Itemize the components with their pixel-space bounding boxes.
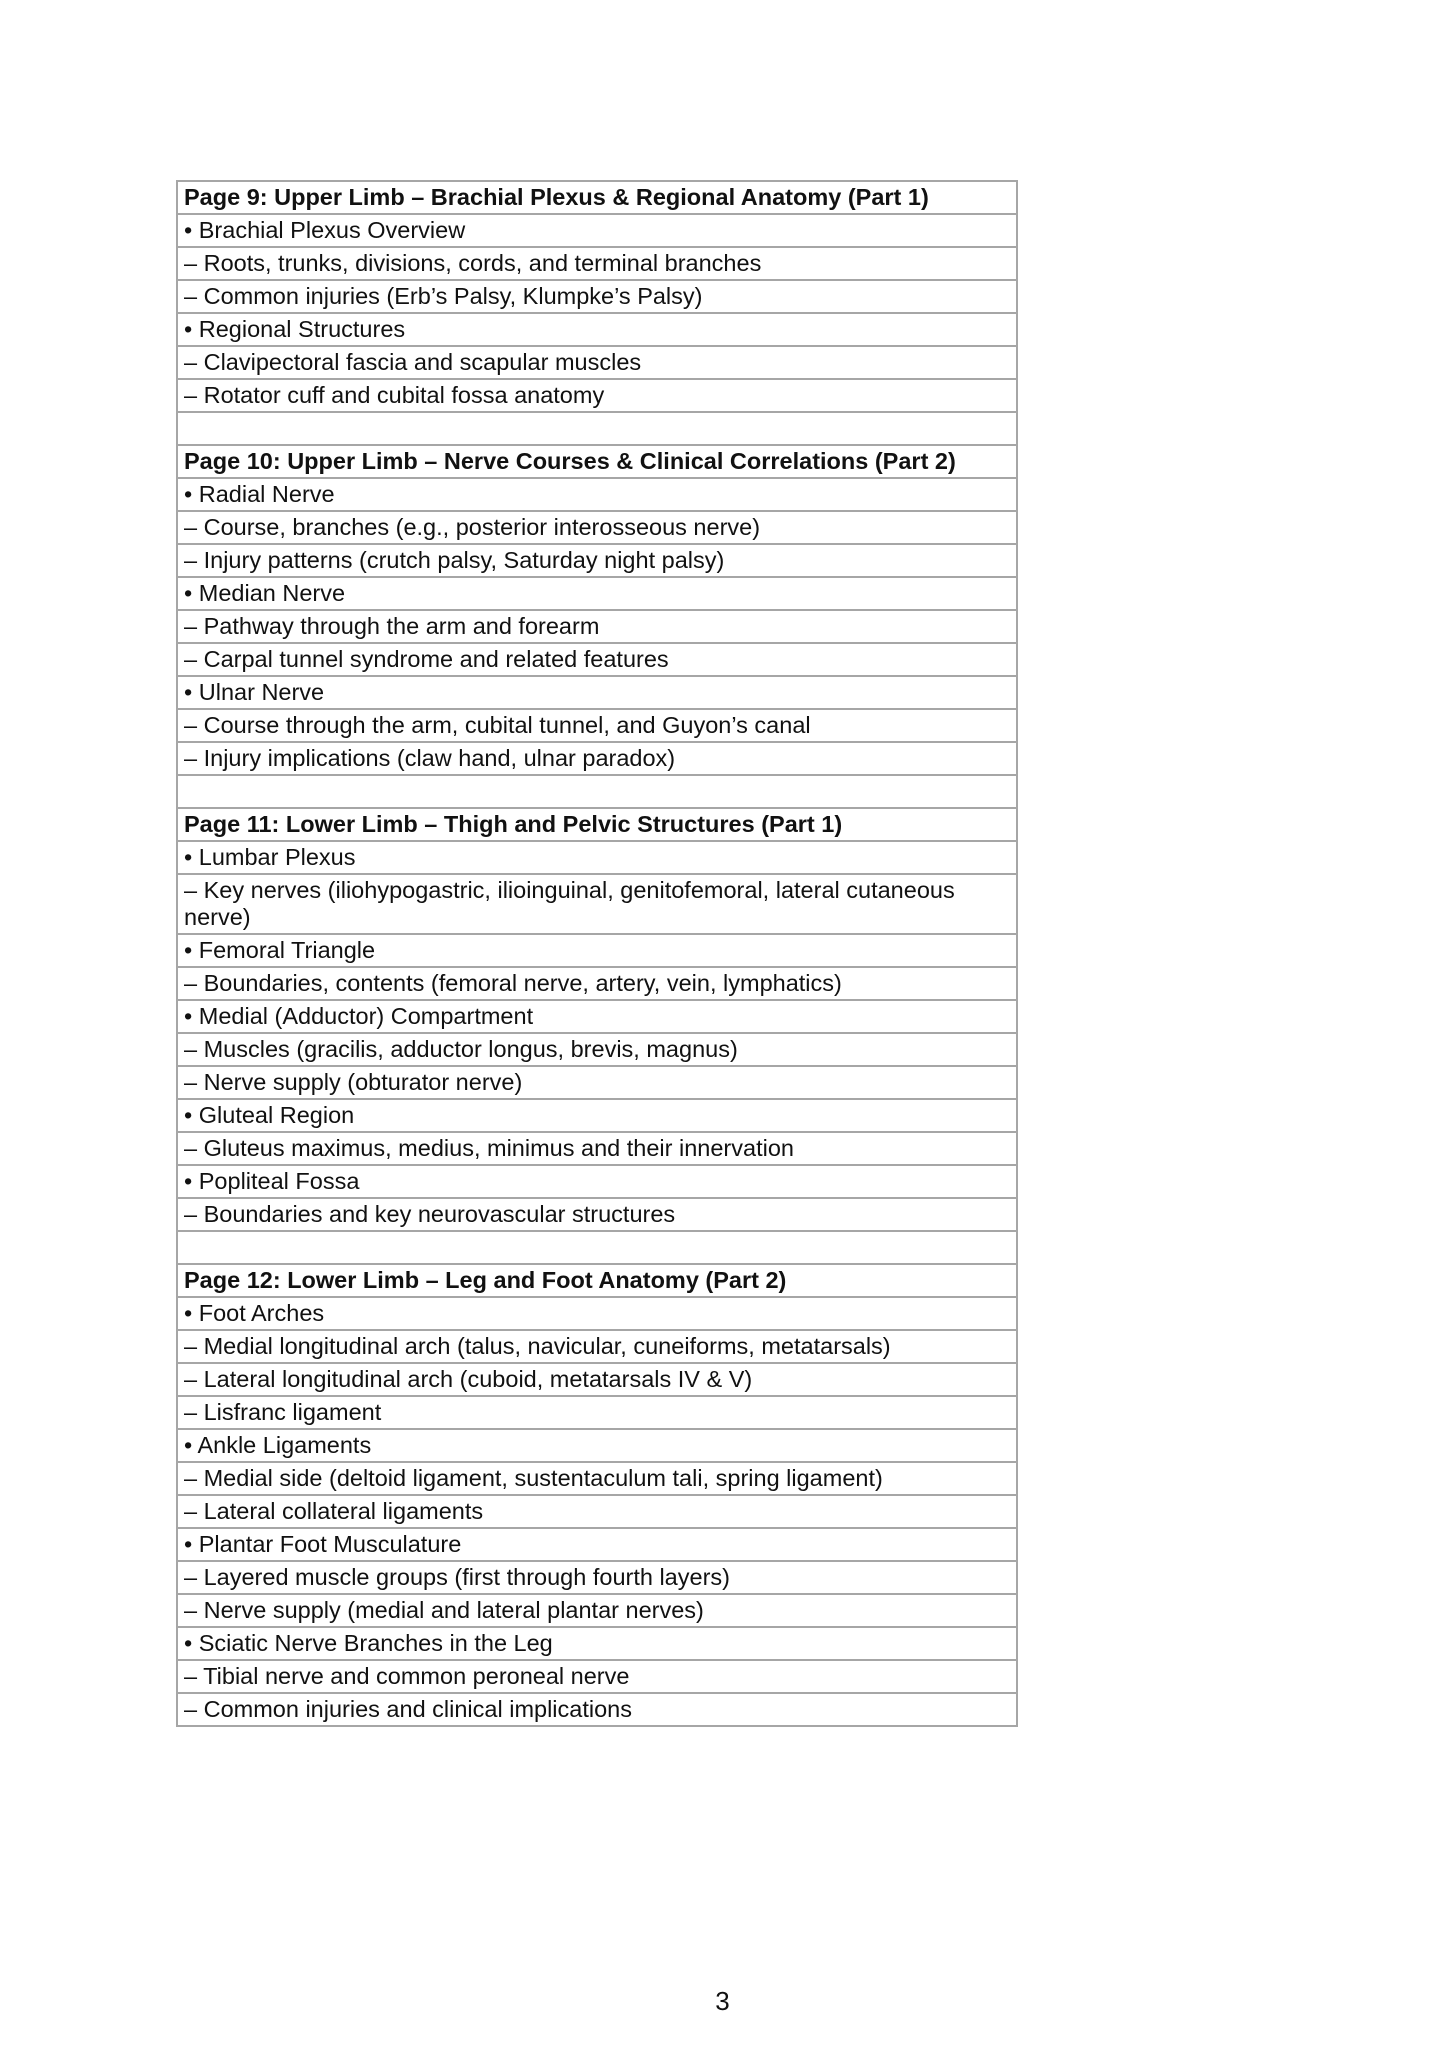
spacer-row (177, 1231, 1017, 1264)
section-heading-row (177, 445, 1017, 478)
outline-item: • Femoral Triangle (177, 934, 1017, 967)
outline-item: – Layered muscle groups (first through fourth layers) (177, 1561, 1017, 1594)
outline-item-row (177, 346, 1017, 379)
spacer-cell (177, 775, 1017, 808)
section-heading-row (177, 1264, 1017, 1297)
outline-item-row (177, 1132, 1017, 1165)
outline-item-row (177, 1330, 1017, 1363)
outline-item: • Foot Arches (177, 1297, 1017, 1330)
outline-item-row (177, 1396, 1017, 1429)
outline-item-row (177, 577, 1017, 610)
outline-item: – Tibial nerve and common peroneal nerve (177, 1660, 1017, 1693)
outline-item: – Pathway through the arm and forearm (177, 610, 1017, 643)
outline-item: – Key nerves (iliohypogastric, ilioinguinal, genitofemoral, lateral cutaneous nerve) (177, 874, 1017, 934)
spacer-row (177, 412, 1017, 445)
outline-item-row (177, 1594, 1017, 1627)
outline-item: – Medial side (deltoid ligament, sustentaculum tali, spring ligament) (177, 1462, 1017, 1495)
outline-item-row (177, 1033, 1017, 1066)
outline-item-row (177, 934, 1017, 967)
outline-item-row (177, 1495, 1017, 1528)
outline-item: – Gluteus maximus, medius, minimus and their innervation (177, 1132, 1017, 1165)
outline-table-body (177, 181, 1017, 1726)
outline-item-row (177, 1066, 1017, 1099)
section-heading-row (177, 808, 1017, 841)
outline-item: – Course, branches (e.g., posterior interosseous nerve) (177, 511, 1017, 544)
outline-item: • Brachial Plexus Overview (177, 214, 1017, 247)
outline-item-row (177, 610, 1017, 643)
section-heading: Page 10: Upper Limb – Nerve Courses & Clinical Correlations (Part 2) (177, 445, 1017, 478)
outline-item: – Common injuries and clinical implications (177, 1693, 1017, 1726)
outline-item-row (177, 967, 1017, 1000)
outline-item-row (177, 544, 1017, 577)
outline-item: – Course through the arm, cubital tunnel, and Guyon’s canal (177, 709, 1017, 742)
outline-item-row (177, 742, 1017, 775)
outline-item: • Ankle Ligaments (177, 1429, 1017, 1462)
outline-item: – Nerve supply (medial and lateral plantar nerves) (177, 1594, 1017, 1627)
outline-item-row (177, 1561, 1017, 1594)
outline-item-row (177, 379, 1017, 412)
page-number: 3 (715, 1986, 730, 2016)
outline-item-row (177, 1363, 1017, 1396)
outline-item-row (177, 1198, 1017, 1231)
outline-item: • Plantar Foot Musculature (177, 1528, 1017, 1561)
outline-item-row (177, 1528, 1017, 1561)
outline-item: – Muscles (gracilis, adductor longus, brevis, magnus) (177, 1033, 1017, 1066)
outline-item-row (177, 841, 1017, 874)
outline-item-row (177, 1000, 1017, 1033)
outline-item-row (177, 280, 1017, 313)
outline-item: • Radial Nerve (177, 478, 1017, 511)
outline-item-row (177, 313, 1017, 346)
outline-item-row (177, 1165, 1017, 1198)
outline-item-row (177, 643, 1017, 676)
outline-item-row (177, 1462, 1017, 1495)
outline-item-row (177, 511, 1017, 544)
outline-item-row (177, 478, 1017, 511)
outline-table (176, 180, 1018, 1727)
outline-item: – Clavipectoral fascia and scapular muscles (177, 346, 1017, 379)
outline-item-row (177, 1627, 1017, 1660)
outline-item: • Sciatic Nerve Branches in the Leg (177, 1627, 1017, 1660)
outline-item: – Carpal tunnel syndrome and related features (177, 643, 1017, 676)
outline-item: • Ulnar Nerve (177, 676, 1017, 709)
spacer-cell (177, 1231, 1017, 1264)
section-heading: Page 12: Lower Limb – Leg and Foot Anatomy (Part 2) (177, 1264, 1017, 1297)
section-heading-row (177, 181, 1017, 214)
spacer-row (177, 775, 1017, 808)
outline-item: • Popliteal Fossa (177, 1165, 1017, 1198)
outline-item: • Lumbar Plexus (177, 841, 1017, 874)
outline-item-row (177, 1693, 1017, 1726)
outline-item-row (177, 214, 1017, 247)
section-heading: Page 11: Lower Limb – Thigh and Pelvic Structures (Part 1) (177, 808, 1017, 841)
outline-item: – Roots, trunks, divisions, cords, and terminal branches (177, 247, 1017, 280)
section-heading: Page 9: Upper Limb – Brachial Plexus & Regional Anatomy (Part 1) (177, 181, 1017, 214)
outline-item: • Gluteal Region (177, 1099, 1017, 1132)
outline-item: – Nerve supply (obturator nerve) (177, 1066, 1017, 1099)
outline-item-row (177, 874, 1017, 934)
outline-item-row (177, 1660, 1017, 1693)
outline-item-row (177, 1099, 1017, 1132)
outline-item: – Boundaries, contents (femoral nerve, artery, vein, lymphatics) (177, 967, 1017, 1000)
outline-item-row (177, 1429, 1017, 1462)
outline-item: – Lisfranc ligament (177, 1396, 1017, 1429)
outline-item: – Injury implications (claw hand, ulnar paradox) (177, 742, 1017, 775)
outline-item-row (177, 676, 1017, 709)
outline-item-row (177, 1297, 1017, 1330)
outline-item: – Lateral collateral ligaments (177, 1495, 1017, 1528)
outline-item: – Rotator cuff and cubital fossa anatomy (177, 379, 1017, 412)
spacer-cell (177, 412, 1017, 445)
outline-item: • Median Nerve (177, 577, 1017, 610)
outline-item-row (177, 247, 1017, 280)
outline-item-row (177, 709, 1017, 742)
outline-item: – Boundaries and key neurovascular structures (177, 1198, 1017, 1231)
outline-item: – Lateral longitudinal arch (cuboid, metatarsals IV & V) (177, 1363, 1017, 1396)
outline-item: • Regional Structures (177, 313, 1017, 346)
outline-item: – Medial longitudinal arch (talus, navicular, cuneiforms, metatarsals) (177, 1330, 1017, 1363)
outline-item: – Common injuries (Erb’s Palsy, Klumpke’s Palsy) (177, 280, 1017, 313)
outline-item: • Medial (Adductor) Compartment (177, 1000, 1017, 1033)
outline-item: – Injury patterns (crutch palsy, Saturday night palsy) (177, 544, 1017, 577)
